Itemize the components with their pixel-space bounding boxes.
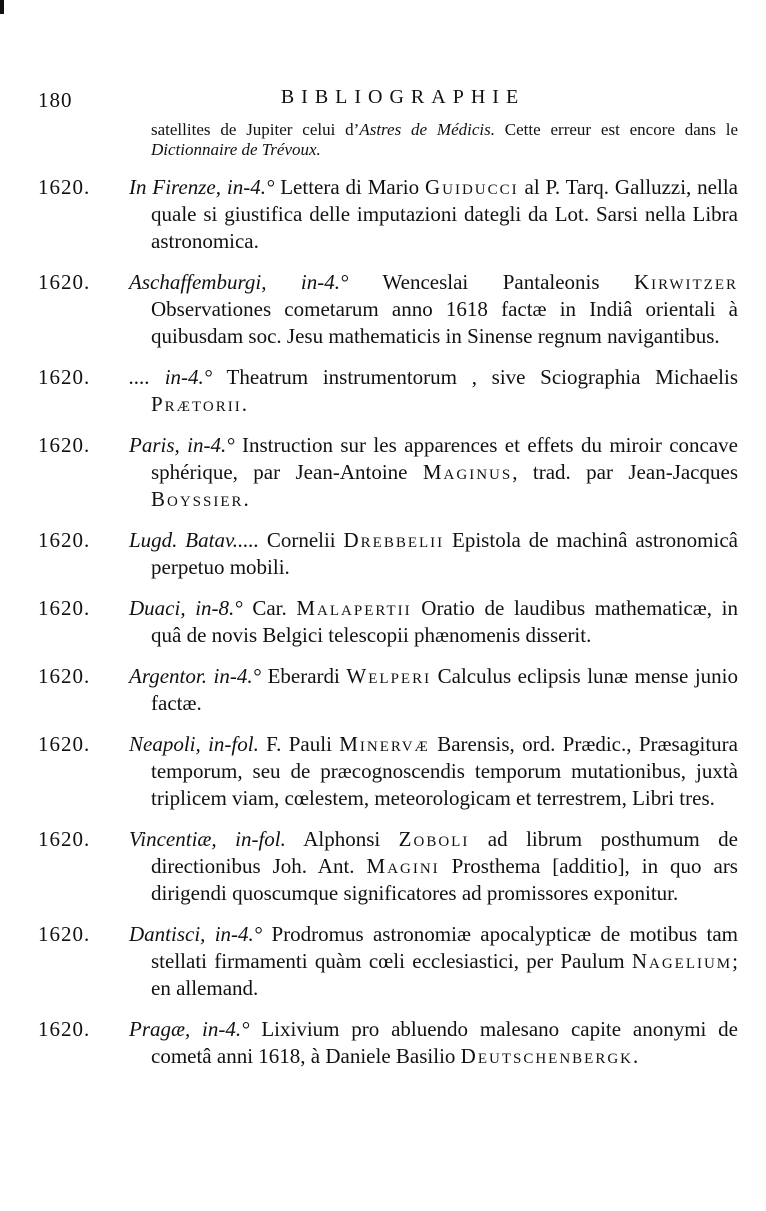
entry-text-post: . (241, 392, 247, 416)
entry-imprint: Argentor. in-4.° (129, 664, 262, 688)
continuation-italic: Astres de Médicis. (359, 120, 495, 139)
bibliography-entry (38, 663, 738, 717)
entry-year: 1620. (38, 827, 91, 851)
page-edge-mark (0, 0, 4, 14)
entry-author: Maginus (422, 460, 513, 484)
entry-text-pre: Theatrum instrumentorum , sive Sciographia Michaelis (212, 365, 738, 389)
entry-text (129, 1016, 738, 1070)
entry-text (129, 826, 738, 907)
entry-text-post: , trad. par Jean-Jacques (512, 460, 738, 484)
entry-text-post: Barensis, ord. Prædic., Præsagitura temporum, seu de præcognoscendis temporum mutationibus, juxtà triplicem viam, cœlestem, meteorologicam et terrestrem, Libri tres. (151, 732, 738, 810)
entry-text (129, 269, 738, 350)
entry-author: Malapertii (296, 596, 412, 620)
bibliography-entry (38, 731, 738, 812)
bibliography-list (38, 120, 738, 1070)
entry-text-pre: Prodromus astronomiæ apocalypticæ de motibus tam stellati firmamenti quàm cœli ecclesiastici, per Paulum (151, 922, 739, 973)
entry-year: 1620. (38, 528, 91, 552)
entry-imprint: In Firenze, in-4.° (129, 175, 275, 199)
entry-imprint: Paris, in-4.° (129, 433, 235, 457)
page-number: 180 (38, 88, 73, 112)
entry-imprint: Duaci, in-8.° (129, 596, 243, 620)
bibliography-entry (38, 921, 738, 1002)
entry-text-pre: Car. (242, 596, 297, 620)
bibliography-entry (38, 174, 738, 255)
entry-imprint: .... in-4.° (129, 365, 213, 389)
entry-author: Prætorii (151, 392, 242, 416)
entry-text (129, 364, 738, 418)
entry-text-post: Observationes cometarum anno 1618 factæ in Indiâ orientali à quibusdam soc. Jesu mathematicis in Sinense regnum navigantibus. (151, 297, 738, 348)
entry-year: 1620. (38, 433, 91, 457)
bibliography-entry (38, 269, 738, 350)
entry-text-pre: Eberardi (261, 664, 347, 688)
continuation-text (151, 120, 738, 160)
entry-author: Welperi (346, 664, 432, 688)
entry-text (129, 731, 738, 812)
entry-text-post: ; en allemand. (151, 949, 738, 1000)
entry-text (129, 174, 738, 255)
entry-text-pre: Alphonsi (285, 827, 399, 851)
entry-text-post-secondary: Prosthema [additio], in quo ars dirigendi quoscumque significatores ad promissores exponitur. (151, 854, 738, 905)
entry-text-pre: Cornelii (258, 528, 344, 552)
entry-author: Kirwitzer (634, 270, 738, 294)
entry-text (129, 527, 738, 581)
entry-author: Nagelium (631, 949, 733, 973)
entry-text-post: ad librum posthumum de directionibus Joh. Ant. (151, 827, 738, 878)
bibliography-entry (38, 432, 738, 513)
bibliography-entry (38, 595, 738, 649)
entry-author: Guiducci (424, 175, 519, 199)
entry-text-pre: Lettera di Mario (274, 175, 425, 199)
entry-year: 1620. (38, 365, 91, 389)
entry-author: Minervæ (339, 732, 430, 756)
entry-text-pre: Wenceslai Pantaleonis (348, 270, 635, 294)
entry-text (129, 663, 738, 717)
continuation-italic: Dictionnaire de Trévoux. (151, 140, 321, 159)
entry-text-pre: F. Pauli (258, 732, 340, 756)
entry-author: Drebbelii (343, 528, 445, 552)
entry-year: 1620. (38, 732, 91, 756)
entry-year: 1620. (38, 922, 91, 946)
entry-imprint: Vincentiæ, in-fol. (129, 827, 286, 851)
entry-text-post: Calculus eclipsis lunæ mense junio factæ. (151, 664, 738, 715)
page-header (38, 86, 738, 116)
entry-text-pre: Lixivium pro abluendo malesano capite anonymi de cometâ anni 1618, à Daniele Basilio (151, 1017, 738, 1068)
entry-text-post: al P. Tarq. Galluzzi, nella quale si giustifica delle imputazioni dategli da Lot. Sarsi nella Libra astronomica. (151, 175, 738, 253)
bibliography-entry (38, 1016, 738, 1070)
bibliography-entry (38, 364, 738, 418)
entry-text-post: Oratio de laudibus mathematicæ, in quâ de novis Belgici telescopii phænomenis disserit. (151, 596, 738, 647)
entry-year: 1620. (38, 175, 91, 199)
continuation-part: Cette erreur est encore dans le (494, 120, 739, 139)
entry-author: Deutschenbergk (460, 1044, 634, 1068)
entry-imprint: Aschaffemburgi, in-4.° (129, 270, 349, 294)
entry-text-post: Epistola de machinâ astronomicâ perpetuo mobili. (151, 528, 738, 579)
entry-author-secondary: Boyssier (151, 487, 244, 511)
bibliography-entry (38, 527, 738, 581)
entry-year: 1620. (38, 664, 91, 688)
running-title: BIBLIOGRAPHIE (280, 86, 526, 108)
entry-text-post-secondary: . (243, 487, 249, 511)
entry-text-pre: Instruction sur les apparences et effets du miroir concave sphérique, par Jean-Antoine (151, 433, 738, 484)
entry-imprint: Dantisci, in-4.° (129, 922, 263, 946)
continuation-part: satellites de Jupiter celui d’ (151, 120, 360, 139)
entry-year: 1620. (38, 270, 91, 294)
entry-year: 1620. (38, 596, 91, 620)
entry-author-secondary: Magini (366, 854, 440, 878)
entry-imprint: Lugd. Batav..... (129, 528, 259, 552)
entry-imprint: Pragæ, in-4.° (129, 1017, 250, 1041)
entry-author: Zoboli (398, 827, 470, 851)
entry-text-post: . (633, 1044, 639, 1068)
bibliography-entry (38, 826, 738, 907)
entry-text (129, 921, 738, 1002)
entry-text (129, 595, 738, 649)
entry-text (129, 432, 738, 513)
entry-imprint: Neapoli, in-fol. (129, 732, 259, 756)
entry-year: 1620. (38, 1017, 91, 1041)
